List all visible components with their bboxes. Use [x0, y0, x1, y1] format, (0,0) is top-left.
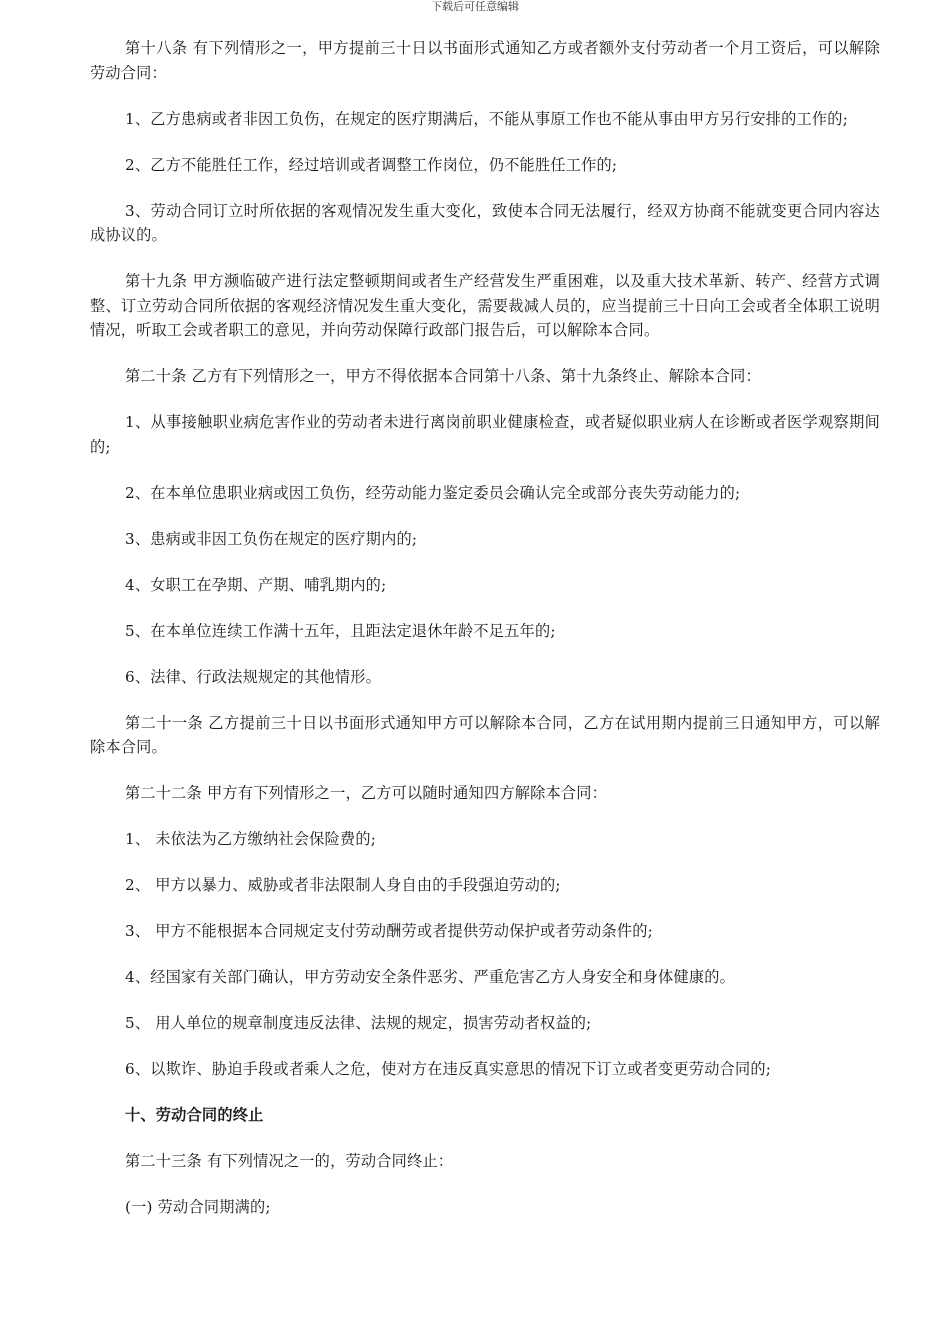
article-20-item-6: 6、法律、行政法规规定的其他情形。	[125, 667, 382, 686]
article-22-item-1: 1、 未依法为乙方缴纳社会保险费的;	[125, 830, 377, 848]
article-22: 第二十二条 甲方有下列情形之一，乙方可以随时通知四方解除本合同：	[125, 784, 608, 802]
article-19: 第十九条 甲方濒临破产进行法定整顿期间或者生产经营发生严重困难，以及重大技术革新、转产、经营方式调整、订立劳动合同所依据的客观经济情况发生重大变化，需要裁减人员的，应当提前三十日向工会或者全体职工说明情况，听取工会或者职工的意见，并向劳动保障行政部门报告后，可以解除本合同。	[90, 272, 880, 339]
page-header-note: 下载后可任意编辑	[431, 0, 519, 13]
article-22-item-4: 4、经国家有关部门确认，甲方劳动安全条件恶劣、严重危害乙方人身安全和身体健康的。	[125, 968, 735, 986]
article-23: 第二十三条 有下列情况之一的，劳动合同终止：	[125, 1152, 454, 1170]
article-18-item-2: 2、乙方不能胜任工作，经过培训或者调整工作岗位，仍不能胜任工作的;	[125, 155, 618, 174]
document-body	[90, 36, 880, 1241]
article-22-item-5: 5、 用人单位的规章制度违反法律、法规的规定，损害劳动者权益的;	[125, 1014, 592, 1032]
article-22-item-6: 6、以欺诈、胁迫手段或者乘人之危，使对方在违反真实意思的情况下订立或者变更劳动合同的;	[125, 1060, 772, 1078]
article-20-item-3: 3、患病或非因工负伤在规定的医疗期内的;	[125, 529, 418, 548]
article-18: 第十八条 有下列情形之一，甲方提前三十日以书面形式通知乙方或者额外支付劳动者一个月工资后，可以解除劳动合同：	[90, 39, 880, 82]
article-23-item-1: (一) 劳动合同期满的;	[125, 1198, 271, 1216]
article-20-item-5: 5、在本单位连续工作满十五年，且距法定退休年龄不足五年的;	[125, 621, 556, 640]
article-22-item-3: 3、 甲方不能根据本合同规定支付劳动酬劳或者提供劳动保护或者劳动条件的;	[125, 922, 653, 940]
article-20-item-1: 1、从事接触职业病危害作业的劳动者未进行离岗前职业健康检查，或者疑似职业病人在诊断或者医学观察期间的;	[90, 413, 880, 456]
article-18-item-3: 3、劳动合同订立时所依据的客观情况发生重大变化，致使本合同无法履行，经双方协商不能就变更合同内容达成协议的。	[90, 201, 880, 244]
article-20-item-4: 4、女职工在孕期、产期、哺乳期内的;	[125, 575, 387, 594]
section-heading-termination: 十、劳动合同的终止	[125, 1106, 264, 1124]
article-20-item-2: 2、在本单位患职业病或因工负伤，经劳动能力鉴定委员会确认完全或部分丧失劳动能力的;	[125, 483, 741, 502]
article-22-item-2: 2、 甲方以暴力、威胁或者非法限制人身自由的手段强迫劳动的;	[125, 876, 561, 894]
article-20: 第二十条 乙方有下列情形之一，甲方不得依据本合同第十八条、第十九条终止、解除本合同：	[125, 367, 761, 385]
article-21: 第二十一条 乙方提前三十日以书面形式通知甲方可以解除本合同，乙方在试用期内提前三日通知甲方，可以解除本合同。	[90, 713, 880, 756]
article-18-item-1: 1、乙方患病或者非因工负伤，在规定的医疗期满后，不能从事原工作也不能从事由甲方另行安排的工作的;	[125, 109, 849, 128]
